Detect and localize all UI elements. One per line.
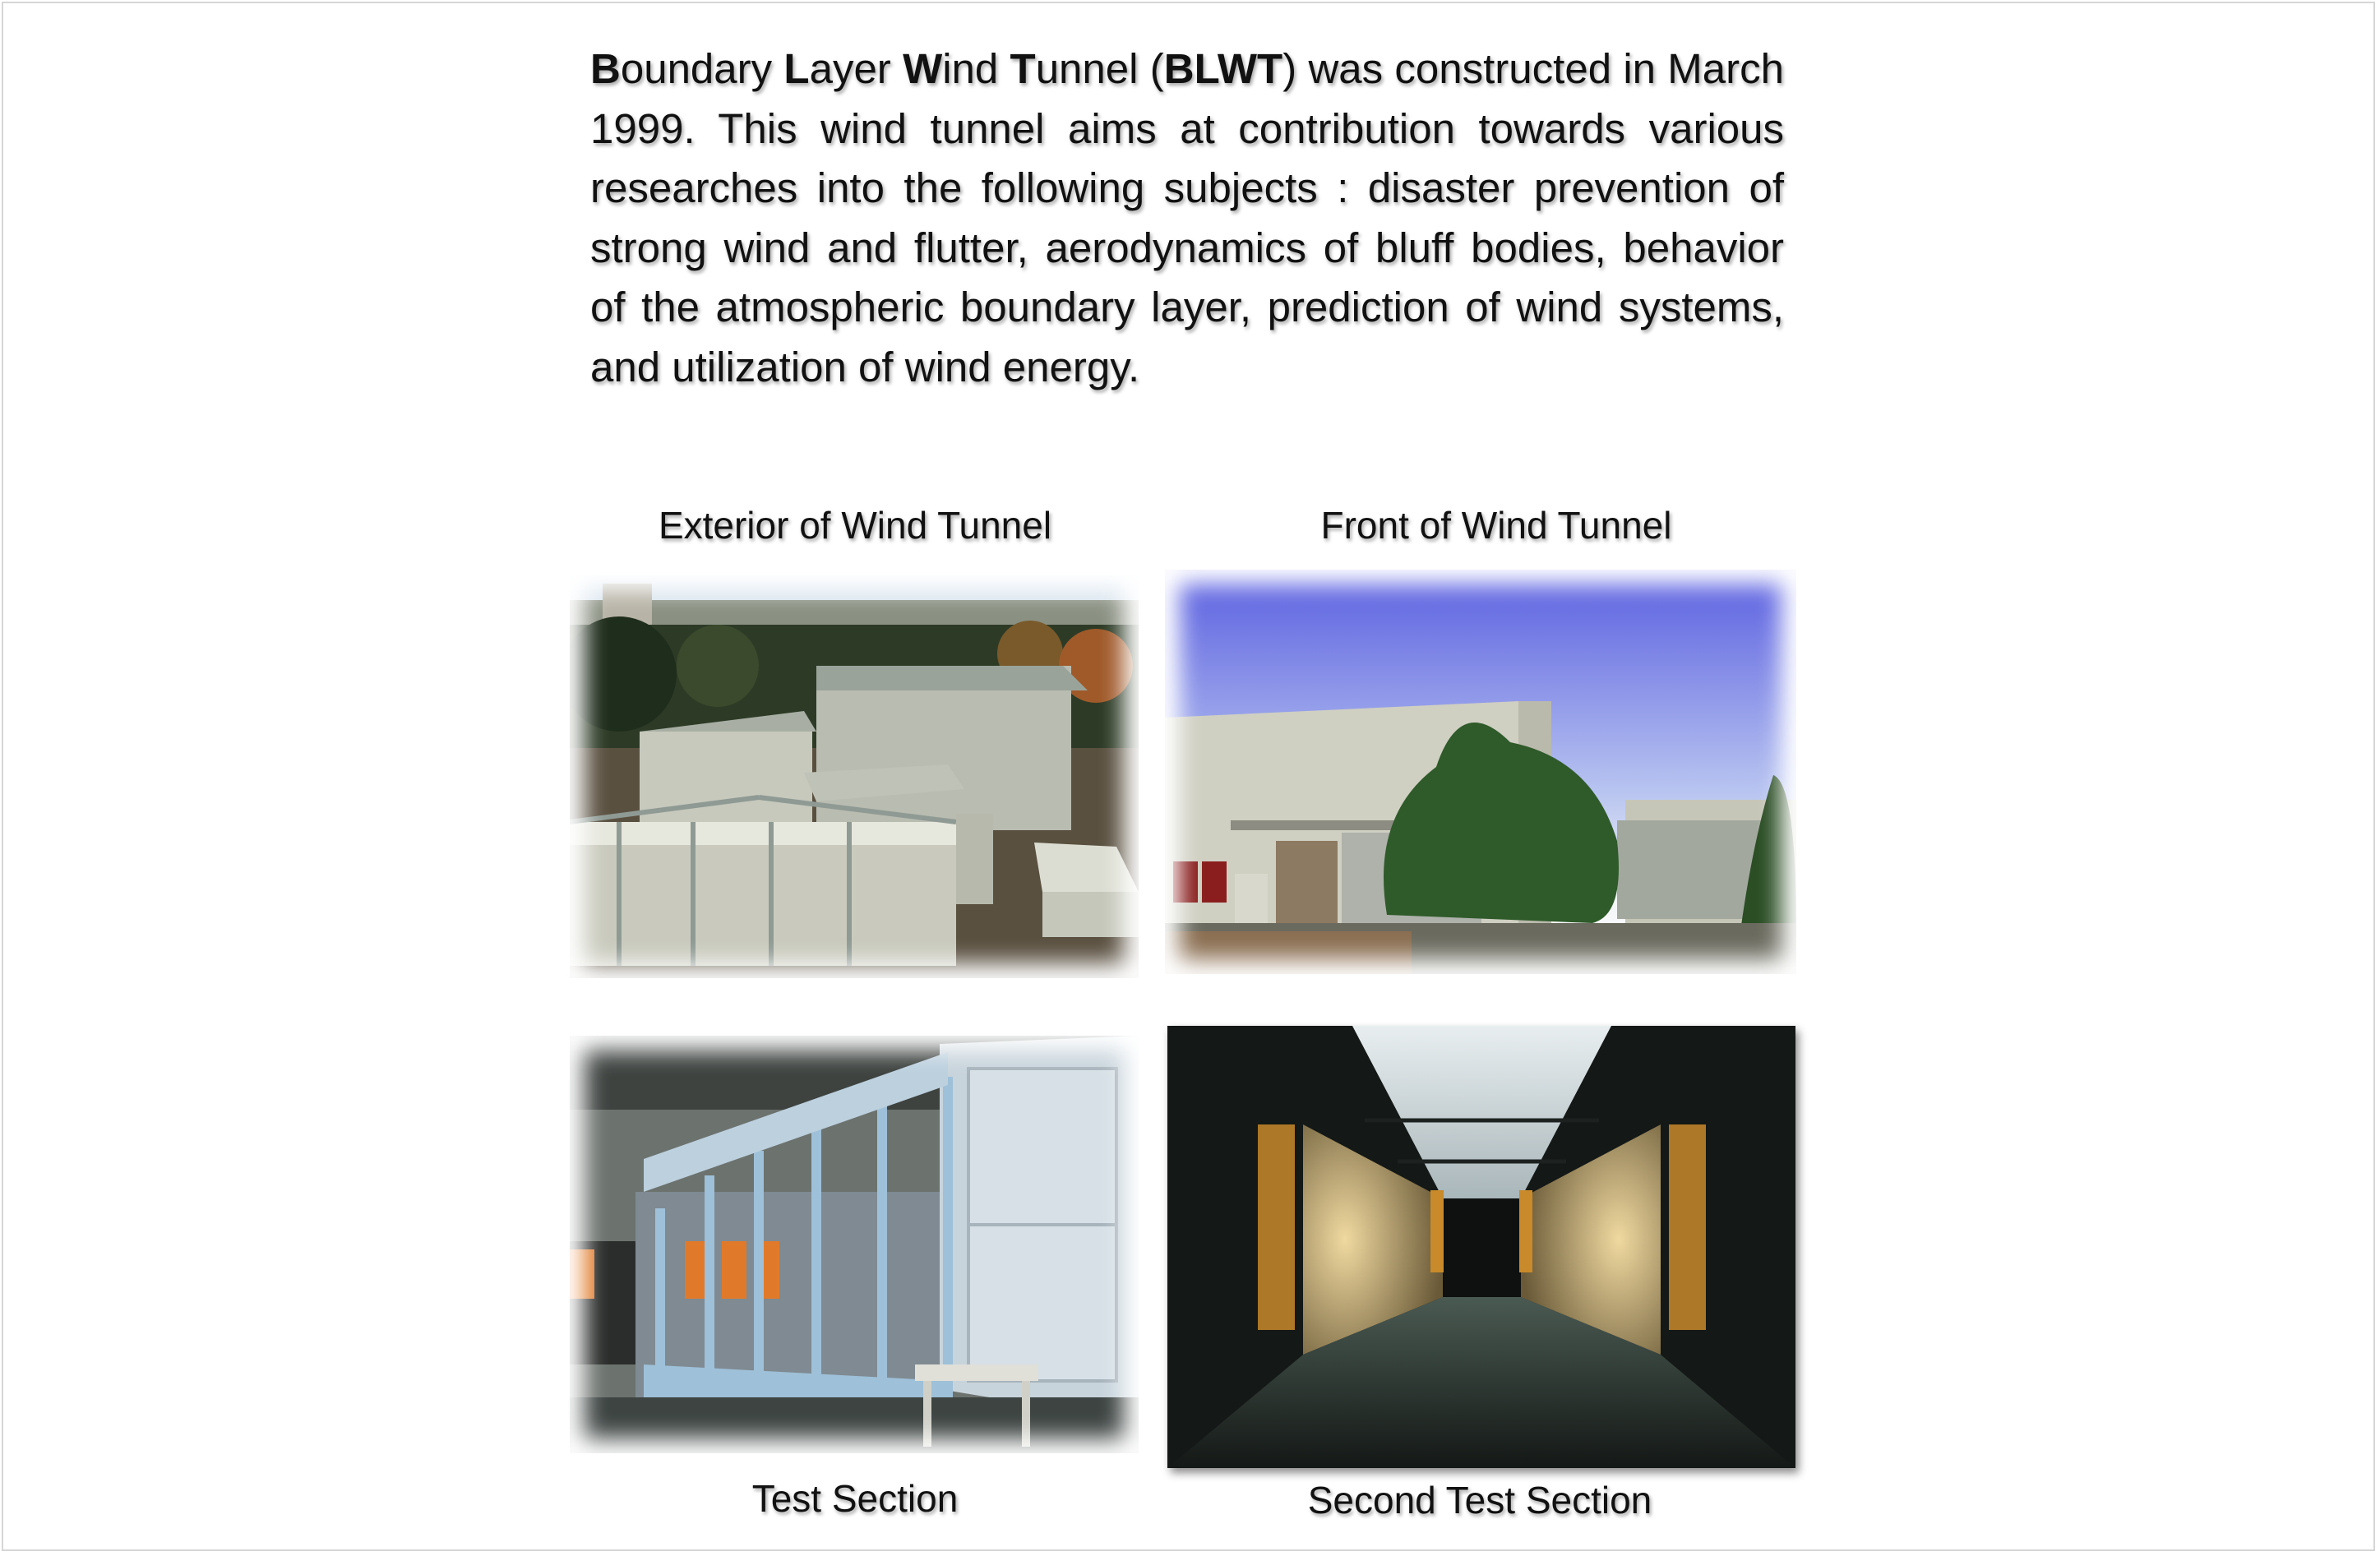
caption-test-section: Test Section [751, 1477, 959, 1520]
intro-bold-blwt: BLWT [1163, 45, 1283, 92]
intro-text-2: ayer [809, 45, 903, 92]
intro-text-1: oundary [620, 45, 784, 92]
caption-exterior: Exterior of Wind Tunnel [658, 504, 1052, 547]
intro-bold-w: W [903, 45, 943, 92]
intro-paragraph [590, 39, 1784, 397]
photo-test-section [570, 1036, 1139, 1453]
caption-front: Front of Wind Tunnel [1320, 504, 1672, 547]
intro-text-5: ) was constructed in March 1999. This wind tunnel aims at contribution towards various researches into the following subjects : disaster prevention of strong wind and flutter, aerodynamics of bluff bodies, behavior of the atmospheric boundary layer, prediction of wind systems, and utilization of wind energy. [590, 45, 1784, 390]
intro-bold-b: B [590, 45, 621, 92]
intro-text-4: unnel ( [1035, 45, 1164, 92]
photo-front [1165, 570, 1796, 974]
intro-text-3: ind [942, 45, 1010, 92]
intro-bold-t: T [1010, 45, 1036, 92]
caption-second-test-section: Second Test Section [1307, 1479, 1652, 1521]
photo-exterior [570, 575, 1139, 978]
intro-bold-l: L [783, 45, 810, 92]
photo-second-test-section [1167, 1026, 1795, 1468]
